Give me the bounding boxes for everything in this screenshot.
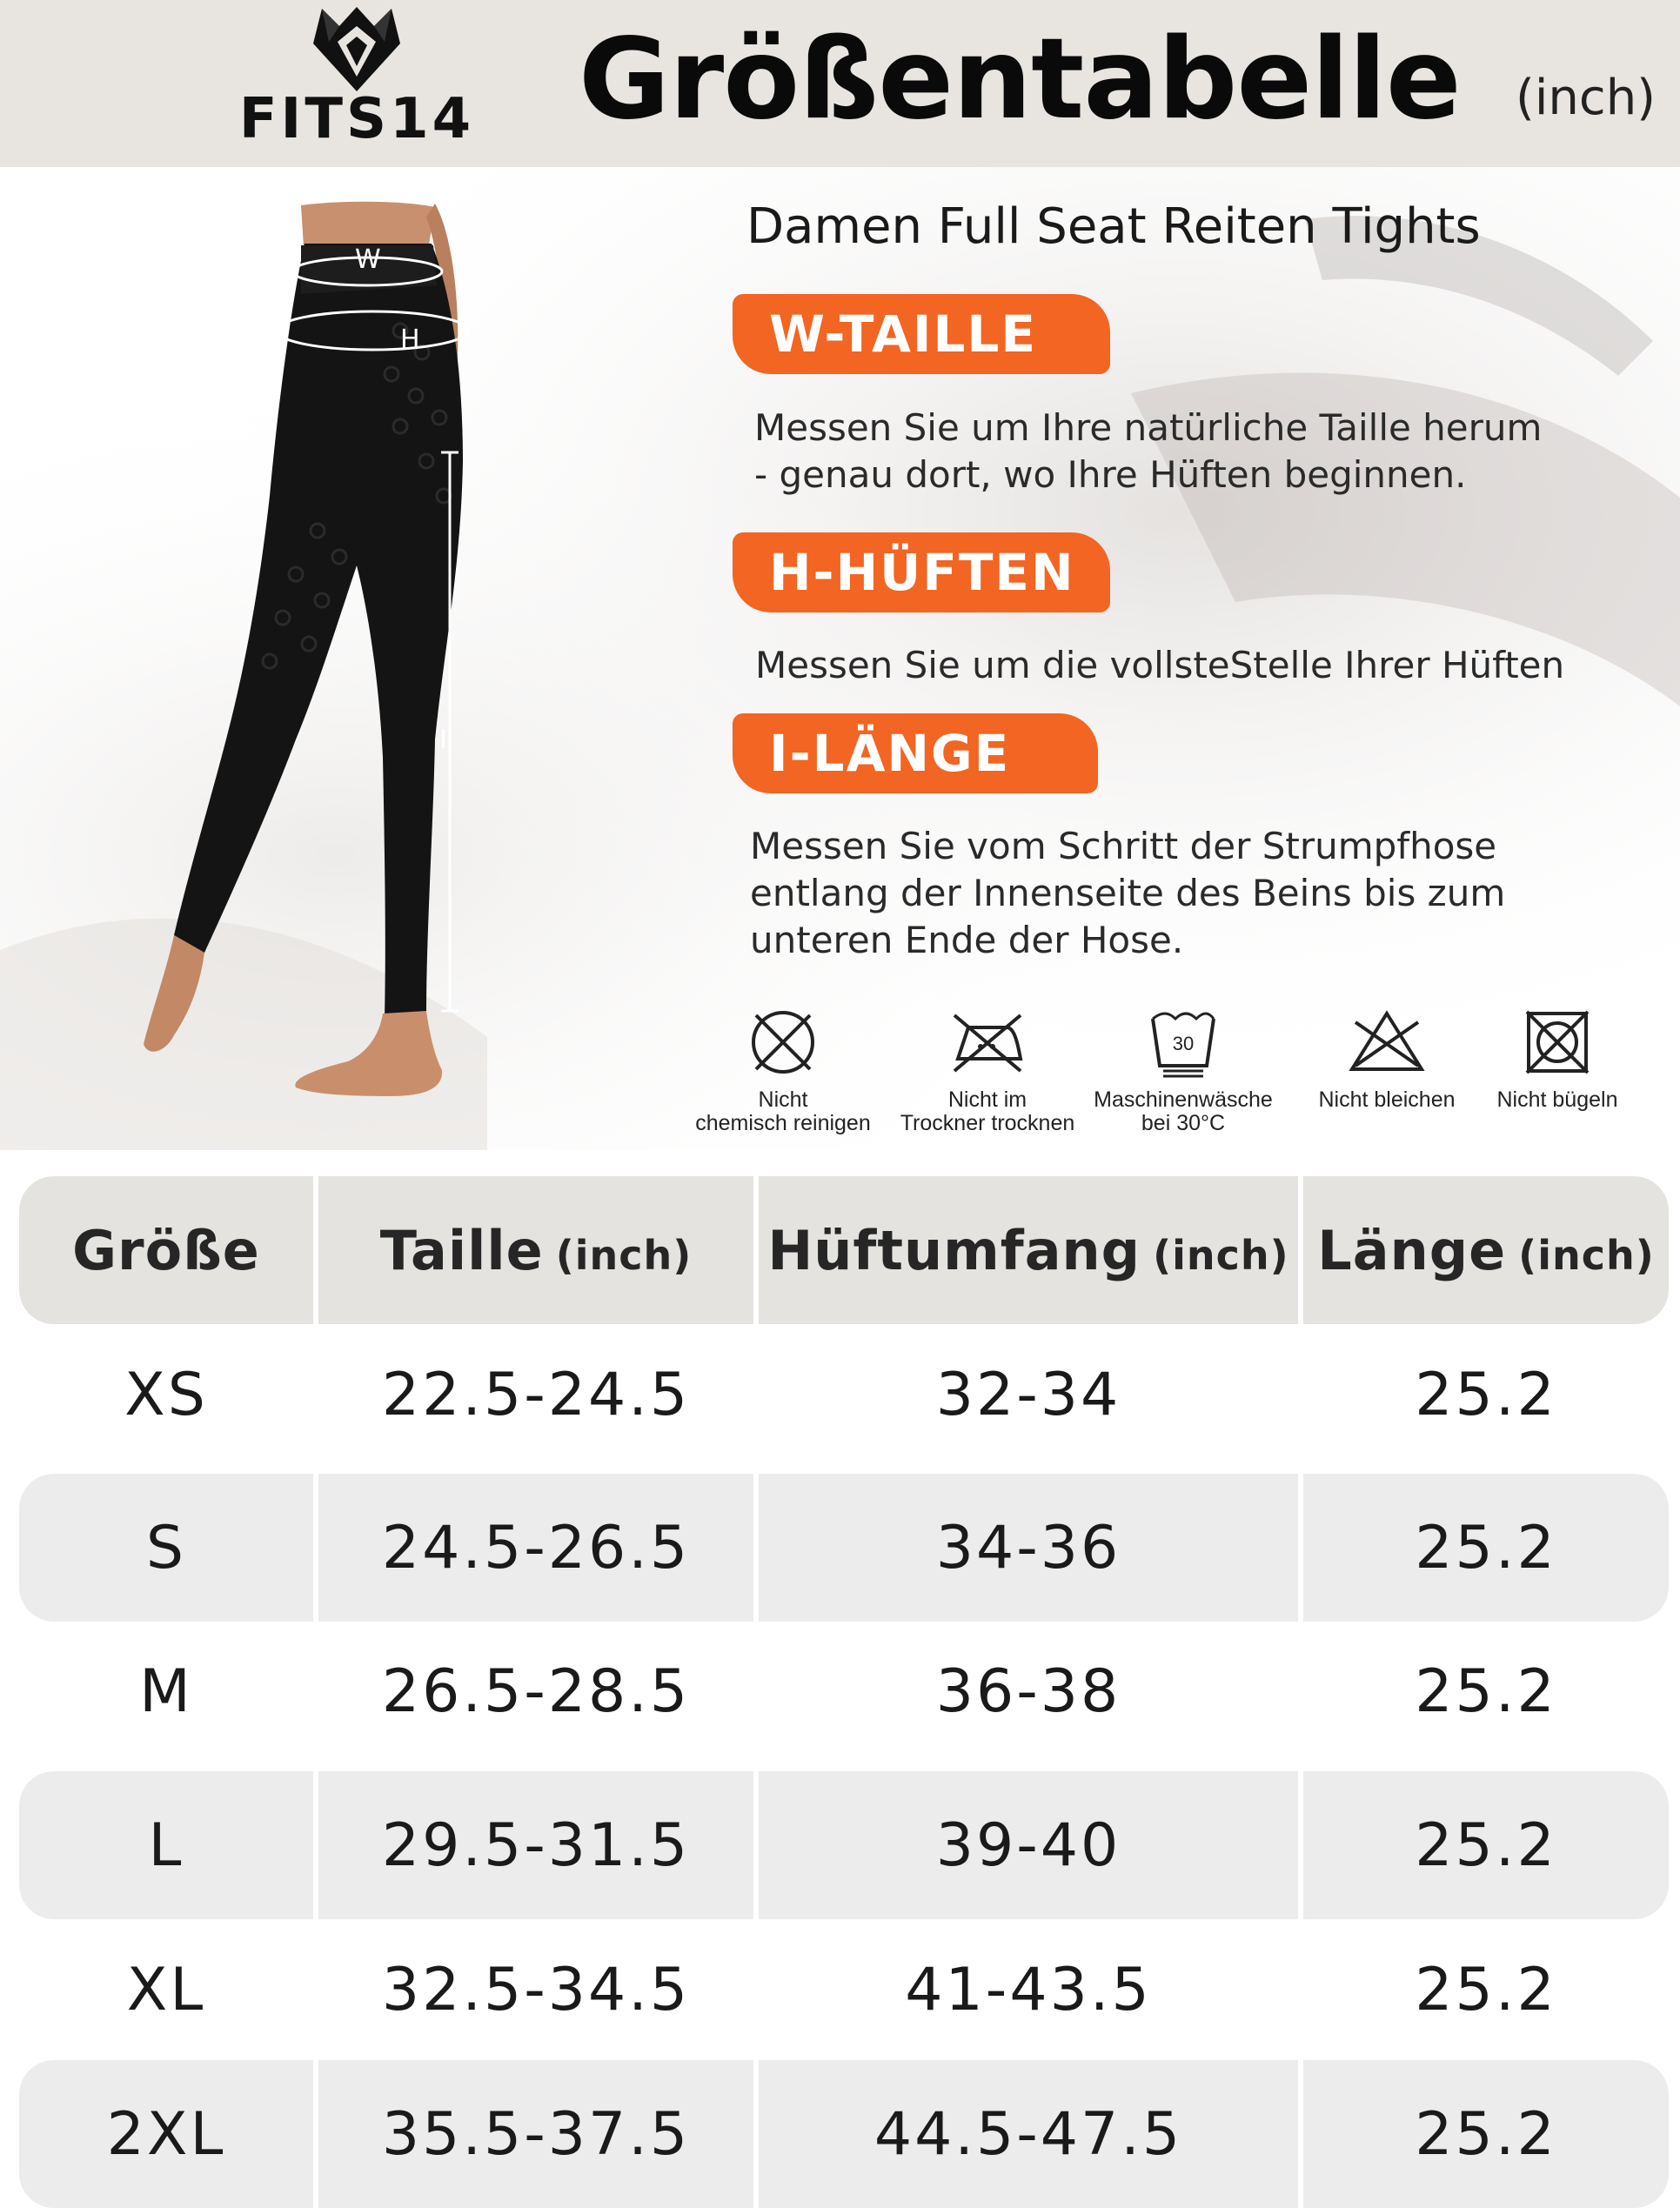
header-laenge xyxy=(1303,1176,1669,1324)
cell-laenge: 25.2 xyxy=(1415,1656,1557,1726)
table-row-xl xyxy=(19,1916,1669,2064)
cell-hueftumfang: 32-34 xyxy=(935,1360,1121,1429)
desc-i-line1: Messen Sie vom Schritt der Strumpfhose xyxy=(750,825,1497,867)
no-dry-clean-icon xyxy=(746,1005,820,1080)
cell-laenge: 25.2 xyxy=(1415,1360,1557,1429)
header-bar xyxy=(0,0,1680,167)
care-label-line: Nicht im xyxy=(947,1087,1027,1112)
label-i-laenge: I-LÄNGE xyxy=(733,713,1098,793)
header-hueftumfang xyxy=(759,1176,1298,1324)
desc-i-line3: unteren Ende der Hose. xyxy=(750,919,1184,961)
care-no-tumble-dry xyxy=(889,1005,1086,1135)
care-label-line: Trockner trocknen xyxy=(900,1111,1075,1135)
care-no-iron xyxy=(1479,1005,1636,1112)
header-label: Taille xyxy=(379,1218,544,1282)
desc-w-line2: - genau dort, wo Ihre Hüften beginnen. xyxy=(754,453,1467,496)
desc-h-line1: Messen Sie um die vollsteStelle Ihrer Hüften xyxy=(755,644,1565,686)
cell-taille: 35.5-37.5 xyxy=(318,2060,753,2208)
header-unit: (inch) xyxy=(1518,1232,1655,1279)
wash-temp-badge: 30 xyxy=(1172,1033,1195,1054)
cell-taille: 32.5-34.5 xyxy=(381,1955,691,2024)
cell-laenge: 25.2 xyxy=(1303,2060,1669,2208)
marker-w: W xyxy=(355,244,381,275)
cell-laenge: 25.2 xyxy=(1303,1771,1669,1919)
cell-size: L xyxy=(19,1771,313,1919)
cell-size: S xyxy=(19,1474,313,1622)
desc-w-line1: Messen Sie um Ihre natürliche Taille herum xyxy=(754,406,1543,449)
table-row-xs xyxy=(19,1321,1669,1469)
care-label-line: Nicht xyxy=(758,1087,808,1112)
cell-laenge: 25.2 xyxy=(1415,1955,1557,2024)
care-label-line: Maschinenwäsche xyxy=(1094,1087,1273,1112)
cell-taille: 22.5-24.5 xyxy=(381,1360,691,1429)
header-taille xyxy=(318,1176,753,1324)
header-label: Hüftumfang xyxy=(767,1218,1141,1282)
care-label-line: Nicht bügeln xyxy=(1496,1087,1618,1112)
no-iron-icon xyxy=(1520,1005,1595,1080)
table-row-m xyxy=(19,1617,1669,1765)
care-label-line: Nicht bleichen xyxy=(1318,1087,1456,1112)
brand-wordmark: FITS14 xyxy=(238,87,475,151)
table-row-2xl xyxy=(19,2060,1669,2208)
table-header-row xyxy=(19,1176,1669,1324)
cell-taille: 29.5-31.5 xyxy=(318,1771,753,1919)
marker-i: I xyxy=(439,725,447,755)
cell-hueftumfang: 36-38 xyxy=(935,1656,1121,1726)
cell-hueftumfang: 39-40 xyxy=(759,1771,1298,1919)
label-w-taille: W-TAILLE xyxy=(733,294,1110,374)
marker-h: H xyxy=(400,325,420,355)
care-no-dry-clean xyxy=(679,1005,887,1135)
cell-size: XS xyxy=(124,1360,208,1429)
machine-wash-30-icon xyxy=(1146,1005,1221,1080)
cell-hueftumfang: 41-43.5 xyxy=(905,1955,1152,2024)
no-tumble-dry-icon xyxy=(946,1005,1029,1080)
header-label: Größe xyxy=(72,1218,260,1282)
care-machine-wash-30 xyxy=(1082,1005,1284,1135)
leggings-figure xyxy=(139,200,557,1122)
table-row-l xyxy=(19,1771,1669,1919)
cell-size: M xyxy=(139,1656,193,1726)
product-subtitle: Damen Full Seat Reiten Tights xyxy=(746,198,1481,255)
cell-taille: 26.5-28.5 xyxy=(381,1656,691,1726)
label-h-hueften: H-HÜFTEN xyxy=(733,532,1110,612)
care-label-line: bei 30°C xyxy=(1141,1111,1226,1135)
care-label-line: chemisch reinigen xyxy=(695,1111,871,1135)
cell-taille: 24.5-26.5 xyxy=(318,1474,753,1622)
header-unit: (inch) xyxy=(555,1232,693,1279)
brand-logo xyxy=(235,0,479,161)
desc-i-line2: entlang der Innenseite des Beins bis zum xyxy=(750,872,1506,914)
cell-size: XL xyxy=(126,1955,206,2024)
cell-hueftumfang: 34-36 xyxy=(759,1474,1298,1622)
cell-laenge: 25.2 xyxy=(1303,1474,1669,1622)
header-label: Länge xyxy=(1317,1218,1507,1282)
page-title: Größentabelle xyxy=(579,15,1461,144)
no-bleach-icon xyxy=(1345,1005,1429,1080)
page-title-unit: (inch) xyxy=(1516,70,1657,126)
wolf-logo-icon xyxy=(305,0,409,96)
table-row-s xyxy=(19,1474,1669,1622)
header-unit: (inch) xyxy=(1153,1232,1289,1279)
cell-size: 2XL xyxy=(19,2060,313,2208)
header-groesse xyxy=(19,1176,313,1324)
cell-hueftumfang: 44.5-47.5 xyxy=(759,2060,1298,2208)
care-no-bleach xyxy=(1300,1005,1474,1112)
